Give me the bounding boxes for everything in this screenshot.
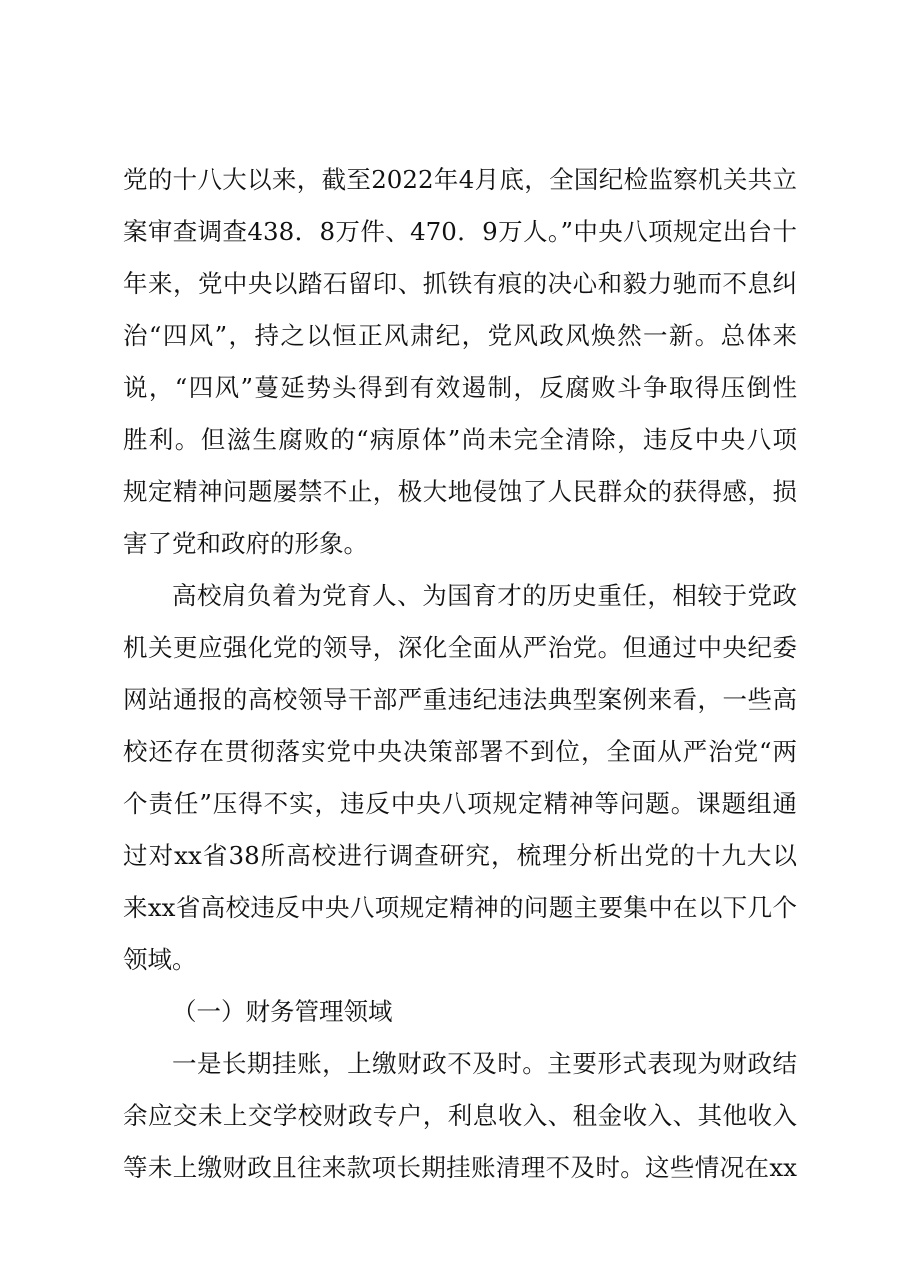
section-heading: （一）财务管理领域 bbox=[172, 997, 393, 1026]
paragraph-1-line-6: 胜利。但滋生腐败的“病原体”尚未完全清除，违反中央八项 bbox=[123, 425, 797, 454]
paragraph-2-line-3: 网站通报的高校领导干部严重违纪违法典型案例来看，一些高 bbox=[123, 685, 797, 714]
paragraph-1-line-8: 害了党和政府的形象。 bbox=[123, 529, 368, 558]
paragraph-2-line-5: 个责任”压得不实，违反中央八项规定精神等问题。课题组通 bbox=[123, 789, 797, 818]
paragraph-1-line-7: 规定精神问题屡禁不止，极大地侵蚀了人民群众的获得感，损 bbox=[123, 477, 797, 506]
paragraph-2-line-6: 过对xx省38所高校进行调查研究，梳理分析出党的十九大以 bbox=[123, 841, 797, 870]
paragraph-1-line-5: 说，“四风”蔓延势头得到有效遏制，反腐败斗争取得压倒性 bbox=[123, 373, 797, 402]
paragraph-2-line-2: 机关更应强化党的领导，深化全面从严治党。但通过中央纪委 bbox=[123, 633, 797, 662]
paragraph-3-line-2: 余应交未上交学校财政专户，利息收入、租金收入、其他收入 bbox=[123, 1101, 797, 1130]
paragraph-2-line-4: 校还存在贯彻落实党中央决策部署不到位，全面从严治党“两 bbox=[123, 737, 797, 766]
paragraph-1-line-4: 治“四风”，持之以恒正风肃纪，党风政风焕然一新。总体来 bbox=[123, 321, 797, 350]
paragraph-1-line-2: 案审查调查438．8万件、470．9万人。”中央八项规定出台十 bbox=[123, 217, 797, 246]
paragraph-1-line-3: 年来，党中央以踏石留印、抓铁有痕的决心和毅力驰而不息纠 bbox=[123, 269, 797, 298]
paragraph-2-line-1: 高校肩负着为党育人、为国育才的历史重任，相较于党政 bbox=[172, 581, 797, 610]
paragraph-3-line-3: 等未上缴财政且往来款项长期挂账清理不及时。这些情况在xx bbox=[123, 1153, 797, 1182]
paragraph-3-line-1: 一是长期挂账，上缴财政不及时。主要形式表现为财政结 bbox=[172, 1049, 797, 1078]
paragraph-2-line-8: 领域。 bbox=[123, 945, 197, 974]
paragraph-1-line-1: 党的十八大以来，截至2022年4月底，全国纪检监察机关共立 bbox=[123, 165, 797, 194]
paragraph-2-line-7: 来xx省高校违反中央八项规定精神的问题主要集中在以下几个 bbox=[123, 893, 797, 922]
